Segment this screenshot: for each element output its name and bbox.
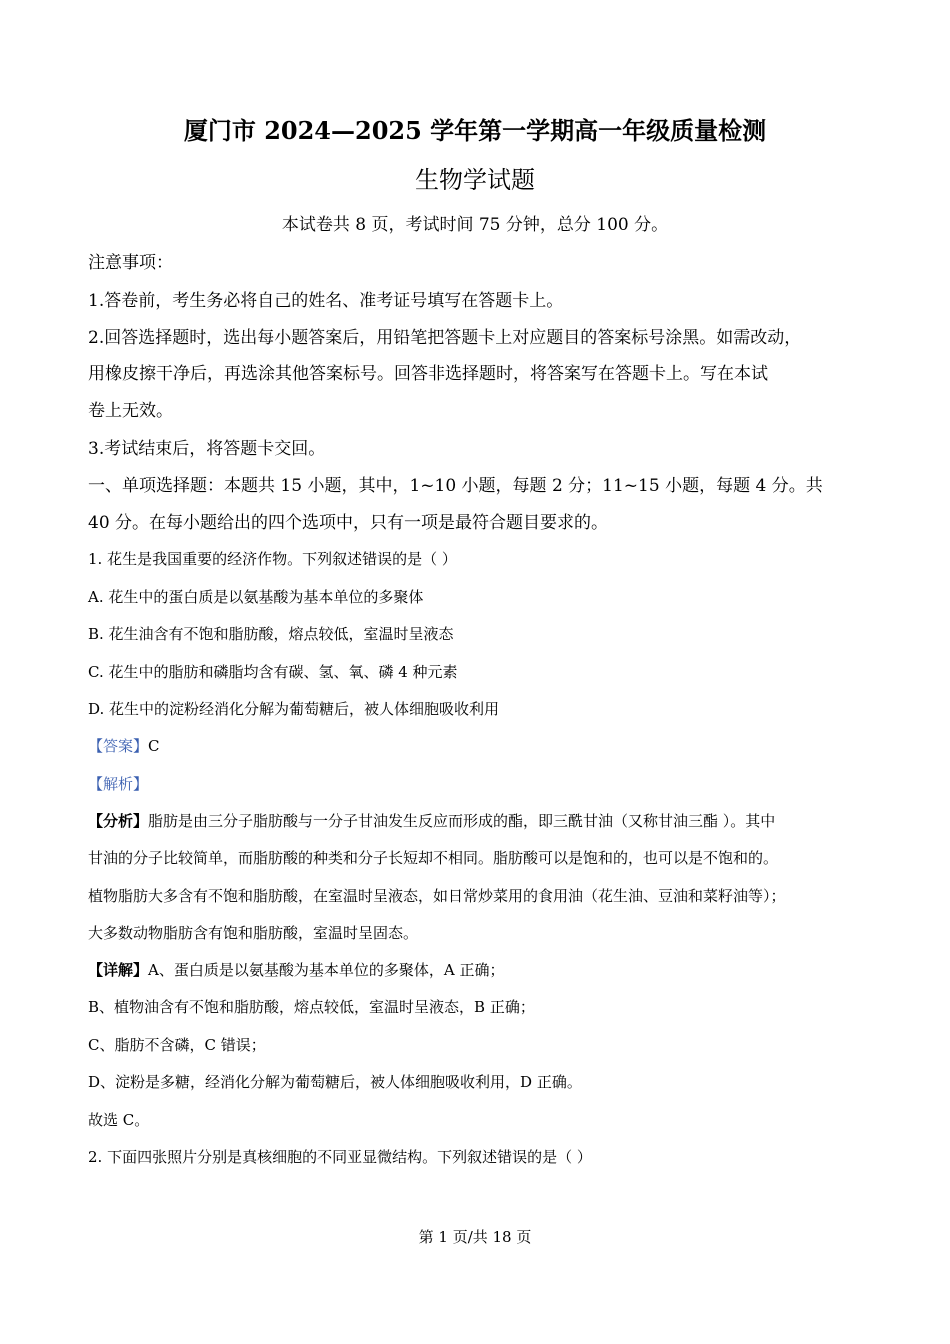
xiangjie-text-1: A、蛋白质是以氨基酸为基本单位的多聚体，A 正确； xyxy=(148,961,505,979)
exam-title: 厦门市 2024—2025 学年第一学期高一年级质量检测 xyxy=(183,116,767,145)
answer-value: C xyxy=(148,737,160,755)
fenxi-line-2: 甘油的分子比较简单，而脂肪酸的种类和分子长短却不相同。脂肪酸可以是饱和的，也可以是不饱和的。 xyxy=(88,849,779,867)
fenxi-tag: 【分析】 xyxy=(88,812,149,830)
question-1-option-d: D. 花生中的淀粉经消化分解为葡萄糖后，被人体细胞吸收利用 xyxy=(88,700,500,718)
conclusion: 故选 C。 xyxy=(88,1111,150,1129)
analysis-tag: 【解析】 xyxy=(88,775,149,793)
fenxi-line-3: 植物脂肪大多含有不饱和脂肪酸，在室温时呈液态，如日常炒菜用的食用油（花生油、豆油和菜籽油等）； xyxy=(88,887,786,905)
notice-item-3: 3.考试结束后，将答题卡交回。 xyxy=(88,439,326,459)
xiangjie-line-1 xyxy=(88,959,504,981)
xiangjie-line-3: C、脂肪不含磷，C 错误； xyxy=(88,1036,266,1054)
question-2-stem: 2. 下面四张照片分别是真核细胞的不同亚显微结构。下列叙述错误的是（ ） xyxy=(88,1148,592,1166)
question-1-option-c: C. 花生中的脂肪和磷脂均含有碳、氢、氧、磷 4 种元素 xyxy=(88,663,458,681)
notice-item-1: 1.答卷前，考生务必将自己的姓名、准考证号填写在答题卡上。 xyxy=(88,291,564,311)
question-1-option-b: B. 花生油含有不饱和脂肪酸，熔点较低，室温时呈液态 xyxy=(88,625,454,643)
answer-tag: 【答案】 xyxy=(88,737,149,755)
fenxi-text-1: 脂肪是由三分子脂肪酸与一分子甘油发生反应而形成的酯，即三酰甘油（又称甘油三酯 ）。其中 xyxy=(148,812,776,830)
page-number: 第 1 页/共 18 页 xyxy=(418,1228,532,1246)
notice-item-2-line-3: 卷上无效。 xyxy=(88,401,173,421)
section-1-instruction-line-2: 40 分。在每小题给出的四个选项中，只有一项是最符合题目要求的。 xyxy=(88,513,609,533)
xiangjie-line-2: B、植物油含有不饱和脂肪酸，熔点较低，室温时呈液态，B 正确； xyxy=(88,998,535,1016)
question-1-stem: 1. 花生是我国重要的经济作物。下列叙述错误的是（ ） xyxy=(88,550,457,568)
notice-item-2-line-1: 2.回答选择题时，选出每小题答案后，用铅笔把答题卡上对应题目的答案标号涂黑。如需改动， xyxy=(88,328,802,348)
section-1-instruction-line-1: 一、单项选择题：本题共 15 小题，其中，1~10 小题，每题 2 分；11~15 小题，每题 4 分。共 xyxy=(88,476,823,496)
notice-heading: 注意事项： xyxy=(88,253,173,273)
exam-info: 本试卷共 8 页，考试时间 75 分钟，总分 100 分。 xyxy=(281,215,669,235)
subject-title: 生物学试题 xyxy=(415,166,535,194)
xiangjie-tag: 【详解】 xyxy=(88,961,149,979)
answer-row xyxy=(88,735,160,757)
analysis-row xyxy=(88,773,148,795)
xiangjie-line-4: D、淀粉是多糖，经消化分解为葡萄糖后，被人体细胞吸收利用，D 正确。 xyxy=(88,1073,582,1091)
fenxi-line-4: 大多数动物脂肪含有饱和脂肪酸，室温时呈固态。 xyxy=(88,924,419,942)
question-1-option-a: A. 花生中的蛋白质是以氨基酸为基本单位的多聚体 xyxy=(88,588,424,606)
notice-item-2-line-2: 用橡皮擦干净后，再选涂其他答案标号。回答非选择题时，将答案写在答题卡上。写在本试 xyxy=(88,364,768,384)
fenxi-line-1 xyxy=(88,810,775,832)
